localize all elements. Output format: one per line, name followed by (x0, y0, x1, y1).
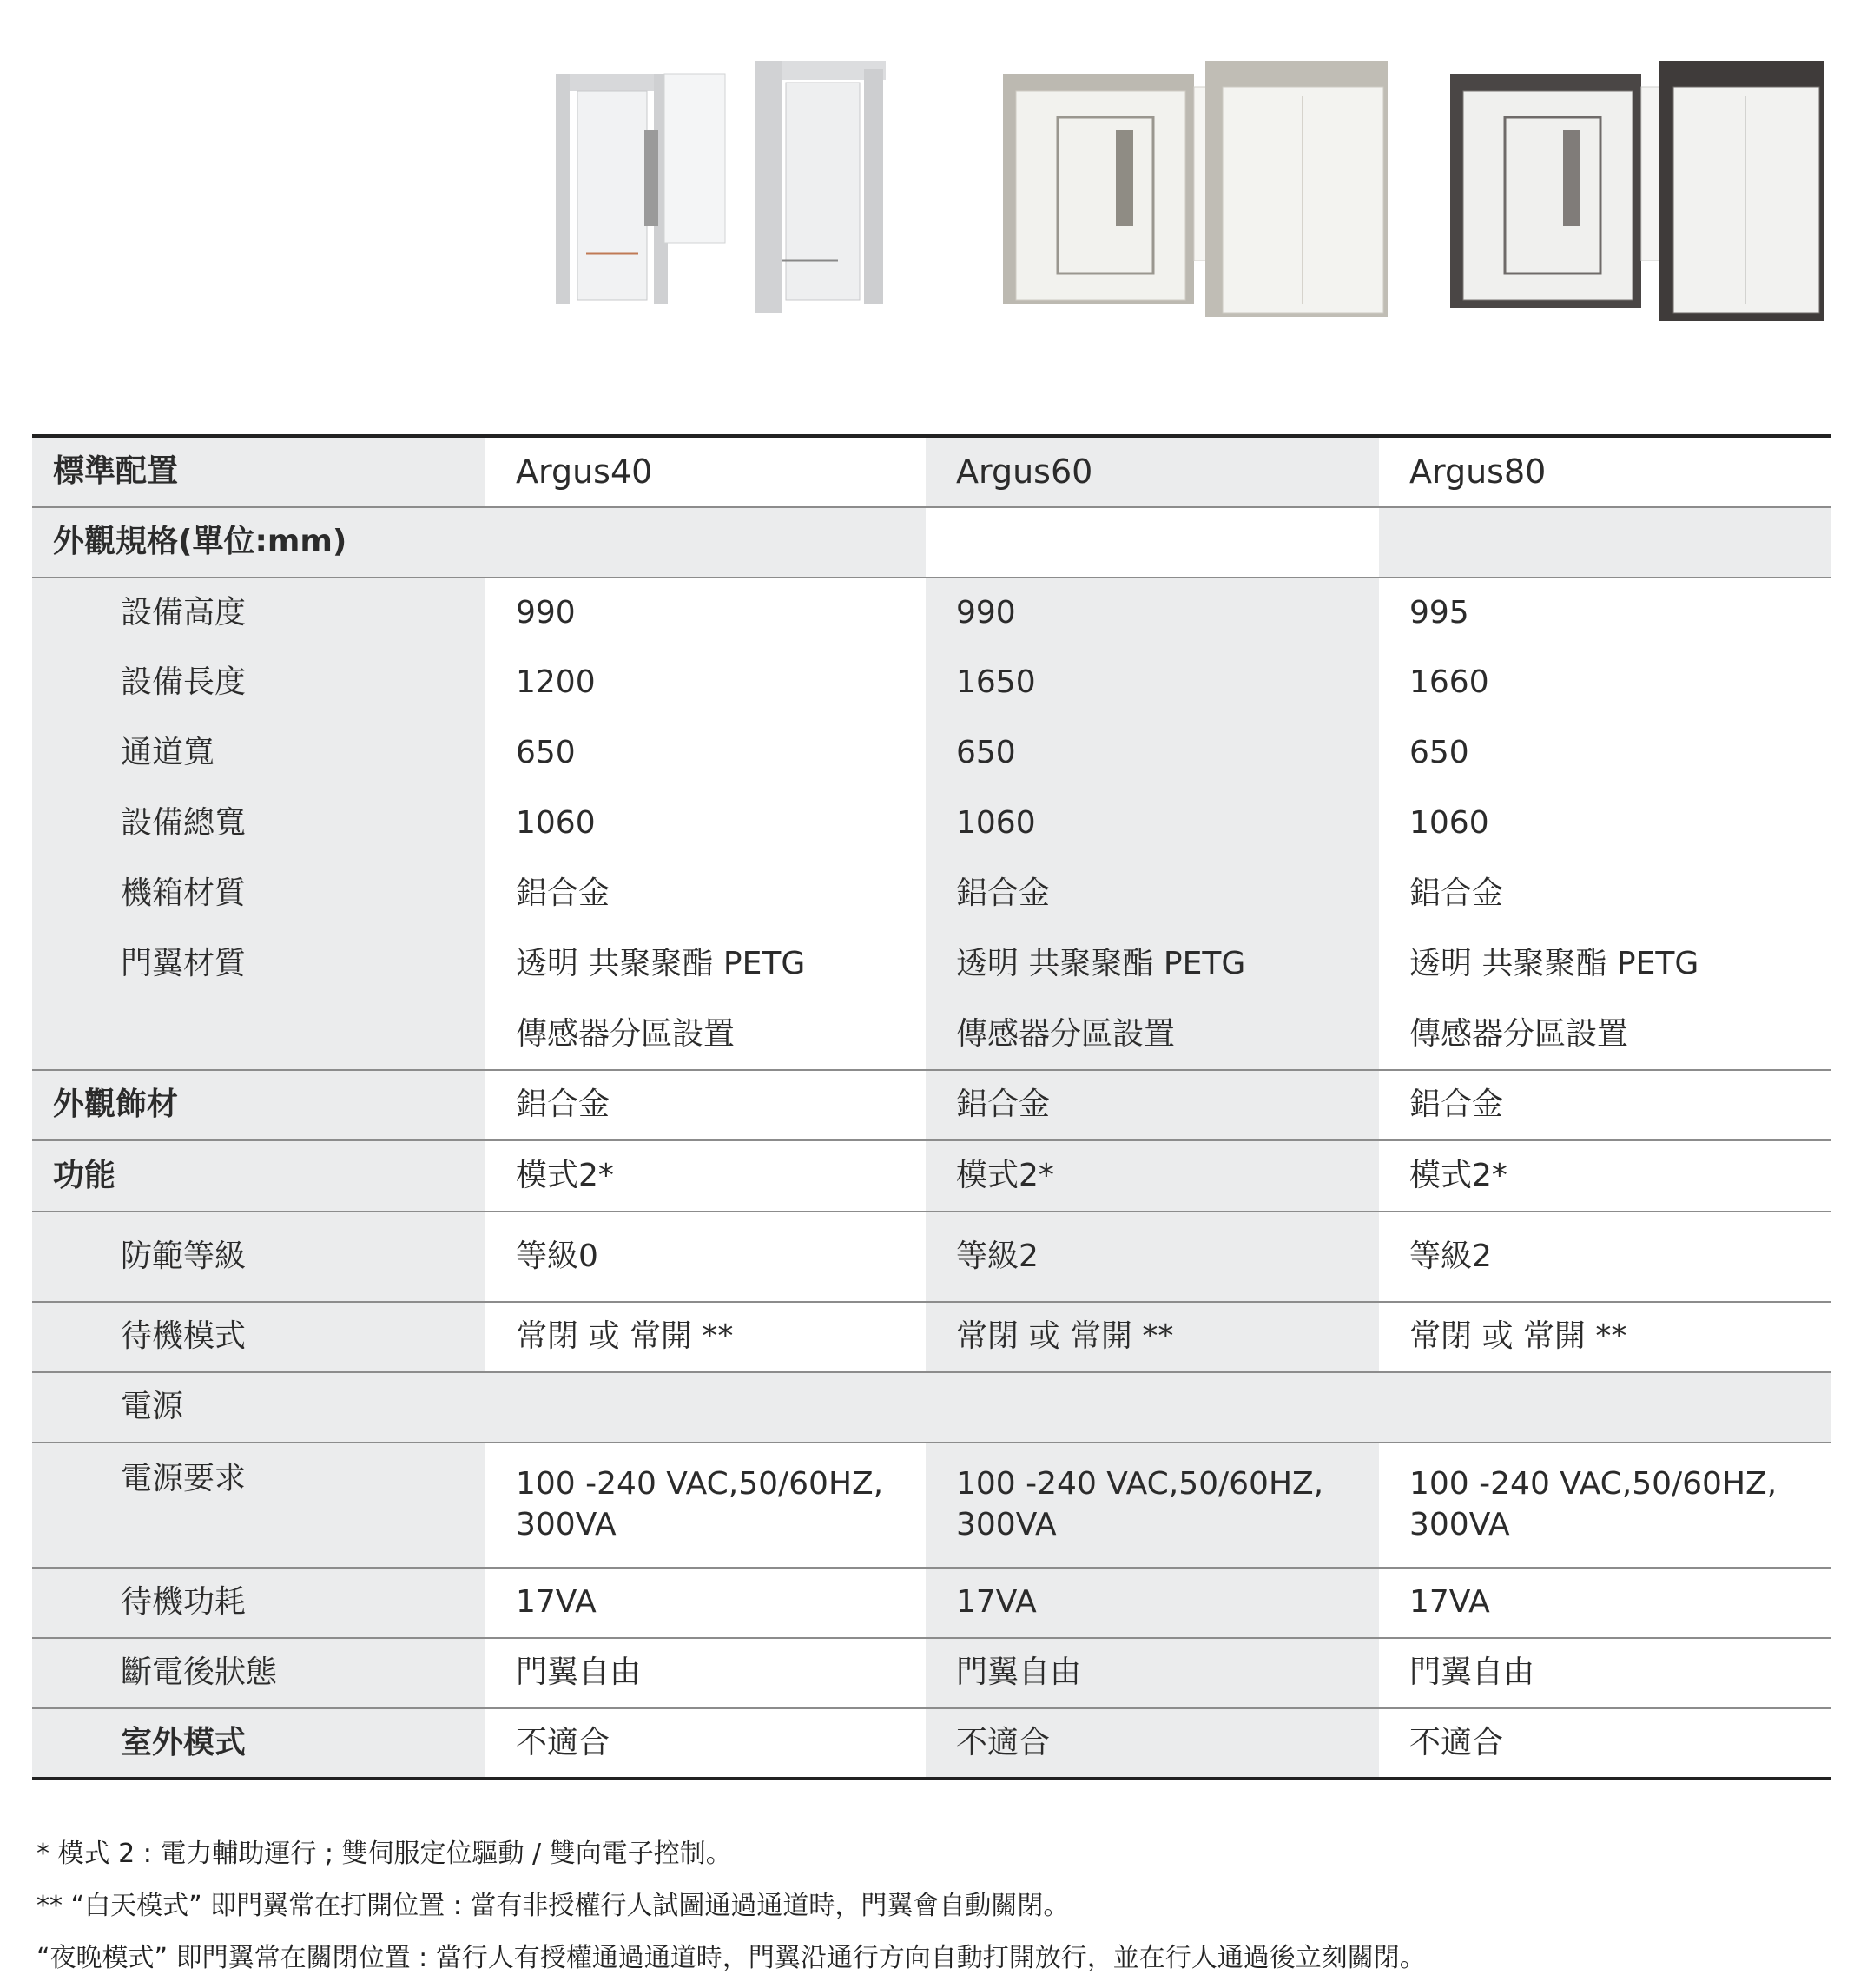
cell-argus60: 等級2 (926, 1212, 1379, 1302)
cell-argus40: 1200 (516, 664, 596, 701)
cell-argus40 (485, 507, 926, 578)
cell-argus40: 990 (516, 594, 576, 631)
cell-argus40: 傳感器分區設置 (485, 1000, 926, 1070)
row-label: 待機模式 (32, 1302, 485, 1372)
cell-argus80: 鋁合金 (1379, 1070, 1831, 1140)
cell-argus40: 650 (516, 735, 576, 771)
row-label: 待機功耗 (32, 1568, 485, 1638)
row-label: 設備總寬 (32, 789, 485, 859)
cell-argus80: 不適合 (1379, 1708, 1831, 1779)
cell-argus80: 透明 共聚聚酯 PETG (1409, 946, 1699, 982)
gate-argus40-image (551, 52, 890, 313)
cell-argus80: 1660 (1409, 664, 1489, 701)
cell-argus60: 不適合 (926, 1708, 1379, 1779)
cell-argus40: 等級0 (485, 1212, 926, 1302)
cell-argus80: 傳感器分區設置 (1379, 1000, 1831, 1070)
cell-argus80: 17VA (1379, 1568, 1831, 1638)
header-product-argus60: Argus60 (926, 436, 1379, 507)
table-row (32, 1708, 1831, 1779)
cell-argus60: 透明 共聚聚酯 PETG (926, 929, 1379, 1000)
row-label: 電源 (32, 1372, 485, 1443)
row-label: 門翼材質 (32, 929, 485, 1000)
table-row (32, 1302, 1831, 1372)
cell-argus80: 995 (1409, 594, 1469, 631)
cell-argus60: 門翼自由 (926, 1638, 1379, 1708)
row-label: 防範等級 (32, 1212, 485, 1302)
cell-argus80: 650 (1409, 735, 1469, 771)
cell-argus60: 990 (926, 578, 1379, 648)
gate-argus60-image (999, 52, 1398, 321)
cell-argus60: 1060 (926, 789, 1379, 859)
row-label: 機箱材質 (32, 859, 485, 929)
cell-argus40: 鋁合金 (485, 1070, 926, 1140)
table-row (32, 1372, 1831, 1443)
cell-argus80: 常閉 或 常開 ** (1379, 1302, 1831, 1372)
table-row (32, 929, 1831, 1000)
row-label: 斷電後狀態 (32, 1638, 485, 1708)
cell-argus40: 透明 共聚聚酯 PETG (516, 946, 806, 982)
table-row (32, 1000, 1831, 1070)
row-label: 外觀飾材 (32, 1070, 485, 1140)
table-row (32, 1140, 1831, 1212)
cell-argus60: 650 (926, 718, 1379, 789)
table-row (32, 718, 1831, 789)
cell-argus40: 不適合 (485, 1708, 926, 1779)
cell-argus60: 鋁合金 (926, 859, 1379, 929)
table-row (32, 1638, 1831, 1708)
cell-argus60: 傳感器分區設置 (926, 1000, 1379, 1070)
table-row (32, 648, 1831, 718)
cell-argus40: 鋁合金 (516, 875, 610, 912)
row-label: 設備高度 (32, 578, 485, 648)
cell-argus80: 鋁合金 (1409, 875, 1504, 912)
cell-argus60: 鋁合金 (926, 1070, 1379, 1140)
cell-argus60: 100 -240 VAC,50/60HZ, 300VA (926, 1443, 1379, 1568)
row-label: 外觀規格(單位:mm) (32, 507, 485, 578)
footnotes (36, 1828, 1426, 1985)
cell-argus40: 1060 (516, 805, 596, 842)
cell-argus80 (1379, 1372, 1831, 1443)
cell-argus40: 模式2* (485, 1140, 926, 1212)
header-product-argus40: Argus40 (485, 436, 926, 507)
cell-argus80 (1379, 507, 1831, 578)
cell-argus80: 1060 (1409, 805, 1489, 842)
table-row (32, 507, 1831, 578)
table-row (32, 1443, 1831, 1568)
table-row (32, 789, 1831, 859)
header-label: 標準配置 (32, 436, 485, 507)
footnote: ** “白天模式” 即門翼常在打開位置 : 當有非授權行人試圖通過通道時，門翼會自動關閉。 (36, 1891, 1070, 1921)
cell-argus60 (926, 1372, 1379, 1443)
table-row (32, 578, 1831, 648)
table-row (32, 1568, 1831, 1638)
product-images (0, 52, 1867, 330)
row-label: 通道寬 (32, 718, 485, 789)
cell-argus60: 常閉 或 常開 ** (926, 1302, 1379, 1372)
cell-argus60: 1650 (926, 648, 1379, 718)
row-label (32, 1000, 485, 1070)
row-label: 室外模式 (32, 1708, 485, 1779)
cell-argus60: 17VA (926, 1568, 1379, 1638)
cell-argus40: 常閉 或 常開 ** (485, 1302, 926, 1372)
cell-argus40 (485, 1372, 926, 1443)
header-product-argus80: Argus80 (1379, 436, 1831, 507)
row-label: 功能 (32, 1140, 485, 1212)
cell-argus80: 模式2* (1379, 1140, 1831, 1212)
cell-argus80: 等級2 (1379, 1212, 1831, 1302)
footnote: * 模式 2 : 電力輔助運行 ; 雙伺服定位驅動 / 雙向電子控制。 (36, 1839, 732, 1869)
gate-argus80-image (1446, 52, 1828, 321)
table-header-row (32, 436, 1831, 507)
spec-table (32, 434, 1831, 1780)
cell-argus80: 100 -240 VAC,50/60HZ, 300VA (1379, 1443, 1831, 1568)
table-row (32, 1212, 1831, 1302)
row-label: 電源要求 (32, 1443, 485, 1568)
table-row (32, 1070, 1831, 1140)
cell-argus40: 100 -240 VAC,50/60HZ, 300VA (485, 1443, 926, 1568)
footnote: “夜晚模式” 即門翼常在關閉位置 : 當行人有授權通過通道時，門翼沿通行方向自動打開放行，並在行人通過後立刻關閉。 (36, 1943, 1426, 1973)
cell-argus40: 17VA (485, 1568, 926, 1638)
cell-argus60: 模式2* (926, 1140, 1379, 1212)
cell-argus60 (926, 507, 1379, 578)
cell-argus80: 門翼自由 (1379, 1638, 1831, 1708)
row-label: 設備長度 (32, 648, 485, 718)
cell-argus40: 門翼自由 (485, 1638, 926, 1708)
table-row (32, 859, 1831, 929)
